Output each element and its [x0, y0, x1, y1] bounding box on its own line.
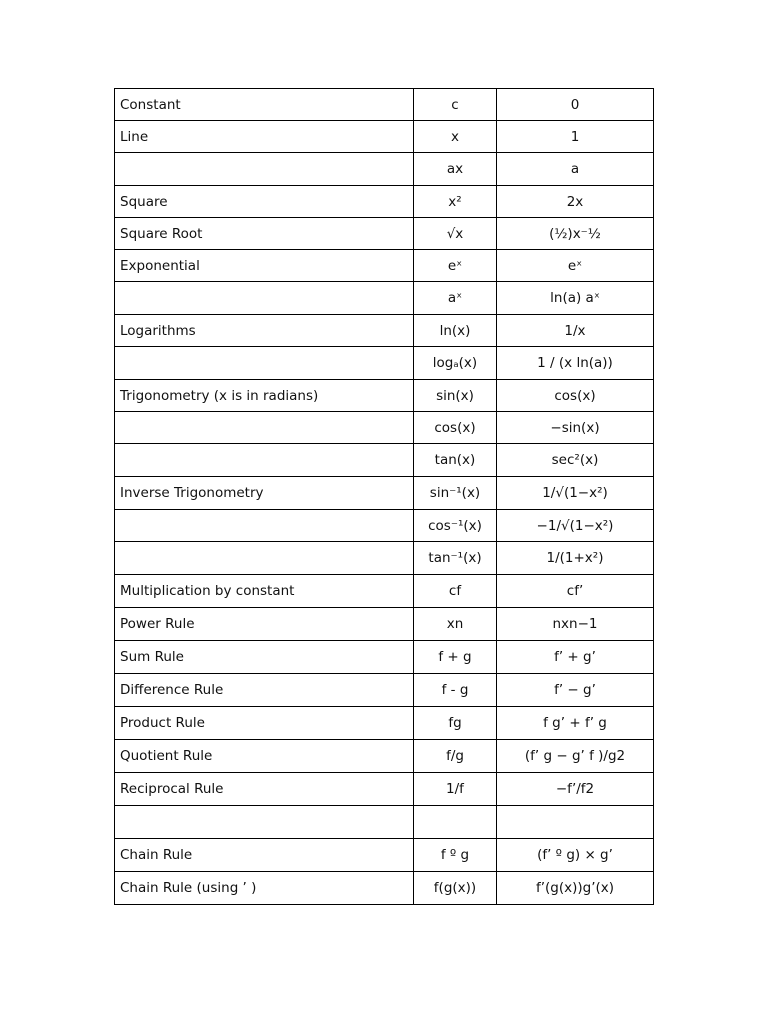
derivative-cell: −sin(x) [497, 412, 654, 444]
rule-name-cell: Logarithms [115, 315, 414, 347]
derivative-cell: cos(x) [497, 380, 654, 412]
rule-name-cell [115, 412, 414, 444]
function-cell: xn [414, 608, 497, 641]
function-cell: f/g [414, 740, 497, 773]
function-cell: 1/f [414, 773, 497, 806]
rule-name-cell: Chain Rule [115, 839, 414, 872]
function-cell: logₐ(x) [414, 347, 497, 380]
function-cell: fg [414, 707, 497, 740]
table-row [115, 806, 654, 839]
table-row [115, 575, 654, 608]
table-row [115, 347, 654, 380]
table-row [115, 510, 654, 542]
function-cell: f º g [414, 839, 497, 872]
table-row [115, 839, 654, 872]
rule-name-cell [115, 282, 414, 315]
derivative-cell: f’ − g’ [497, 674, 654, 707]
table-row [115, 542, 654, 575]
rule-name-cell: Inverse Trigonometry [115, 477, 414, 510]
table-row [115, 641, 654, 674]
derivatives-table [114, 88, 654, 905]
table-row [115, 380, 654, 412]
derivative-cell: (f’ º g) × g’ [497, 839, 654, 872]
table-row [115, 608, 654, 641]
derivative-cell: −f’/f2 [497, 773, 654, 806]
table-row [115, 218, 654, 250]
table-row [115, 282, 654, 315]
table-row [115, 186, 654, 218]
derivative-cell: f’ + g’ [497, 641, 654, 674]
table-row [115, 444, 654, 477]
function-cell: tan⁻¹(x) [414, 542, 497, 575]
rule-name-cell: Trigonometry (x is in radians) [115, 380, 414, 412]
function-cell: f - g [414, 674, 497, 707]
rule-name-cell: Multiplication by constant [115, 575, 414, 608]
function-cell: cos⁻¹(x) [414, 510, 497, 542]
table-row [115, 250, 654, 282]
rule-name-cell [115, 153, 414, 186]
derivative-cell: nxn−1 [497, 608, 654, 641]
derivative-cell: 0 [497, 89, 654, 121]
table-row [115, 153, 654, 186]
table-row [115, 121, 654, 153]
function-cell: c [414, 89, 497, 121]
derivative-cell: 1/√(1−x²) [497, 477, 654, 510]
rule-name-cell: Product Rule [115, 707, 414, 740]
derivative-cell: 1/(1+x²) [497, 542, 654, 575]
table-row [115, 740, 654, 773]
rule-name-cell: Line [115, 121, 414, 153]
function-cell: cos(x) [414, 412, 497, 444]
function-cell: x² [414, 186, 497, 218]
derivative-cell [497, 806, 654, 839]
table-row [115, 412, 654, 444]
function-cell: aˣ [414, 282, 497, 315]
rule-name-cell: Exponential [115, 250, 414, 282]
function-cell: sin⁻¹(x) [414, 477, 497, 510]
rule-name-cell [115, 806, 414, 839]
derivative-cell: 2x [497, 186, 654, 218]
rule-name-cell: Square Root [115, 218, 414, 250]
rule-name-cell: Chain Rule (using ’ ) [115, 872, 414, 905]
rule-name-cell: Reciprocal Rule [115, 773, 414, 806]
derivative-cell: f’(g(x))g’(x) [497, 872, 654, 905]
derivative-cell: a [497, 153, 654, 186]
table-row [115, 315, 654, 347]
table-row [115, 773, 654, 806]
derivative-cell: (½)x⁻½ [497, 218, 654, 250]
function-cell: cf [414, 575, 497, 608]
function-cell: ln(x) [414, 315, 497, 347]
derivative-cell: cf’ [497, 575, 654, 608]
rule-name-cell: Square [115, 186, 414, 218]
rule-name-cell: Constant [115, 89, 414, 121]
derivative-cell: −1/√(1−x²) [497, 510, 654, 542]
function-cell: f + g [414, 641, 497, 674]
rule-name-cell: Difference Rule [115, 674, 414, 707]
function-cell: x [414, 121, 497, 153]
table-body [115, 89, 654, 905]
rule-name-cell [115, 444, 414, 477]
derivative-cell: (f’ g − g’ f )/g2 [497, 740, 654, 773]
table-row [115, 872, 654, 905]
derivative-cell: eˣ [497, 250, 654, 282]
table-row [115, 674, 654, 707]
derivative-cell: 1 [497, 121, 654, 153]
table-row [115, 89, 654, 121]
function-cell: ax [414, 153, 497, 186]
derivative-cell: 1/x [497, 315, 654, 347]
rule-name-cell: Power Rule [115, 608, 414, 641]
function-cell: sin(x) [414, 380, 497, 412]
rule-name-cell [115, 510, 414, 542]
function-cell: tan(x) [414, 444, 497, 477]
derivative-cell: ln(a) aˣ [497, 282, 654, 315]
function-cell: f(g(x)) [414, 872, 497, 905]
derivative-cell: 1 / (x ln(a)) [497, 347, 654, 380]
rule-name-cell [115, 347, 414, 380]
function-cell [414, 806, 497, 839]
function-cell: √x [414, 218, 497, 250]
rule-name-cell [115, 542, 414, 575]
table-row [115, 707, 654, 740]
rule-name-cell: Sum Rule [115, 641, 414, 674]
derivative-cell: f g’ + f’ g [497, 707, 654, 740]
rule-name-cell: Quotient Rule [115, 740, 414, 773]
function-cell: eˣ [414, 250, 497, 282]
table-row [115, 477, 654, 510]
derivative-cell: sec²(x) [497, 444, 654, 477]
